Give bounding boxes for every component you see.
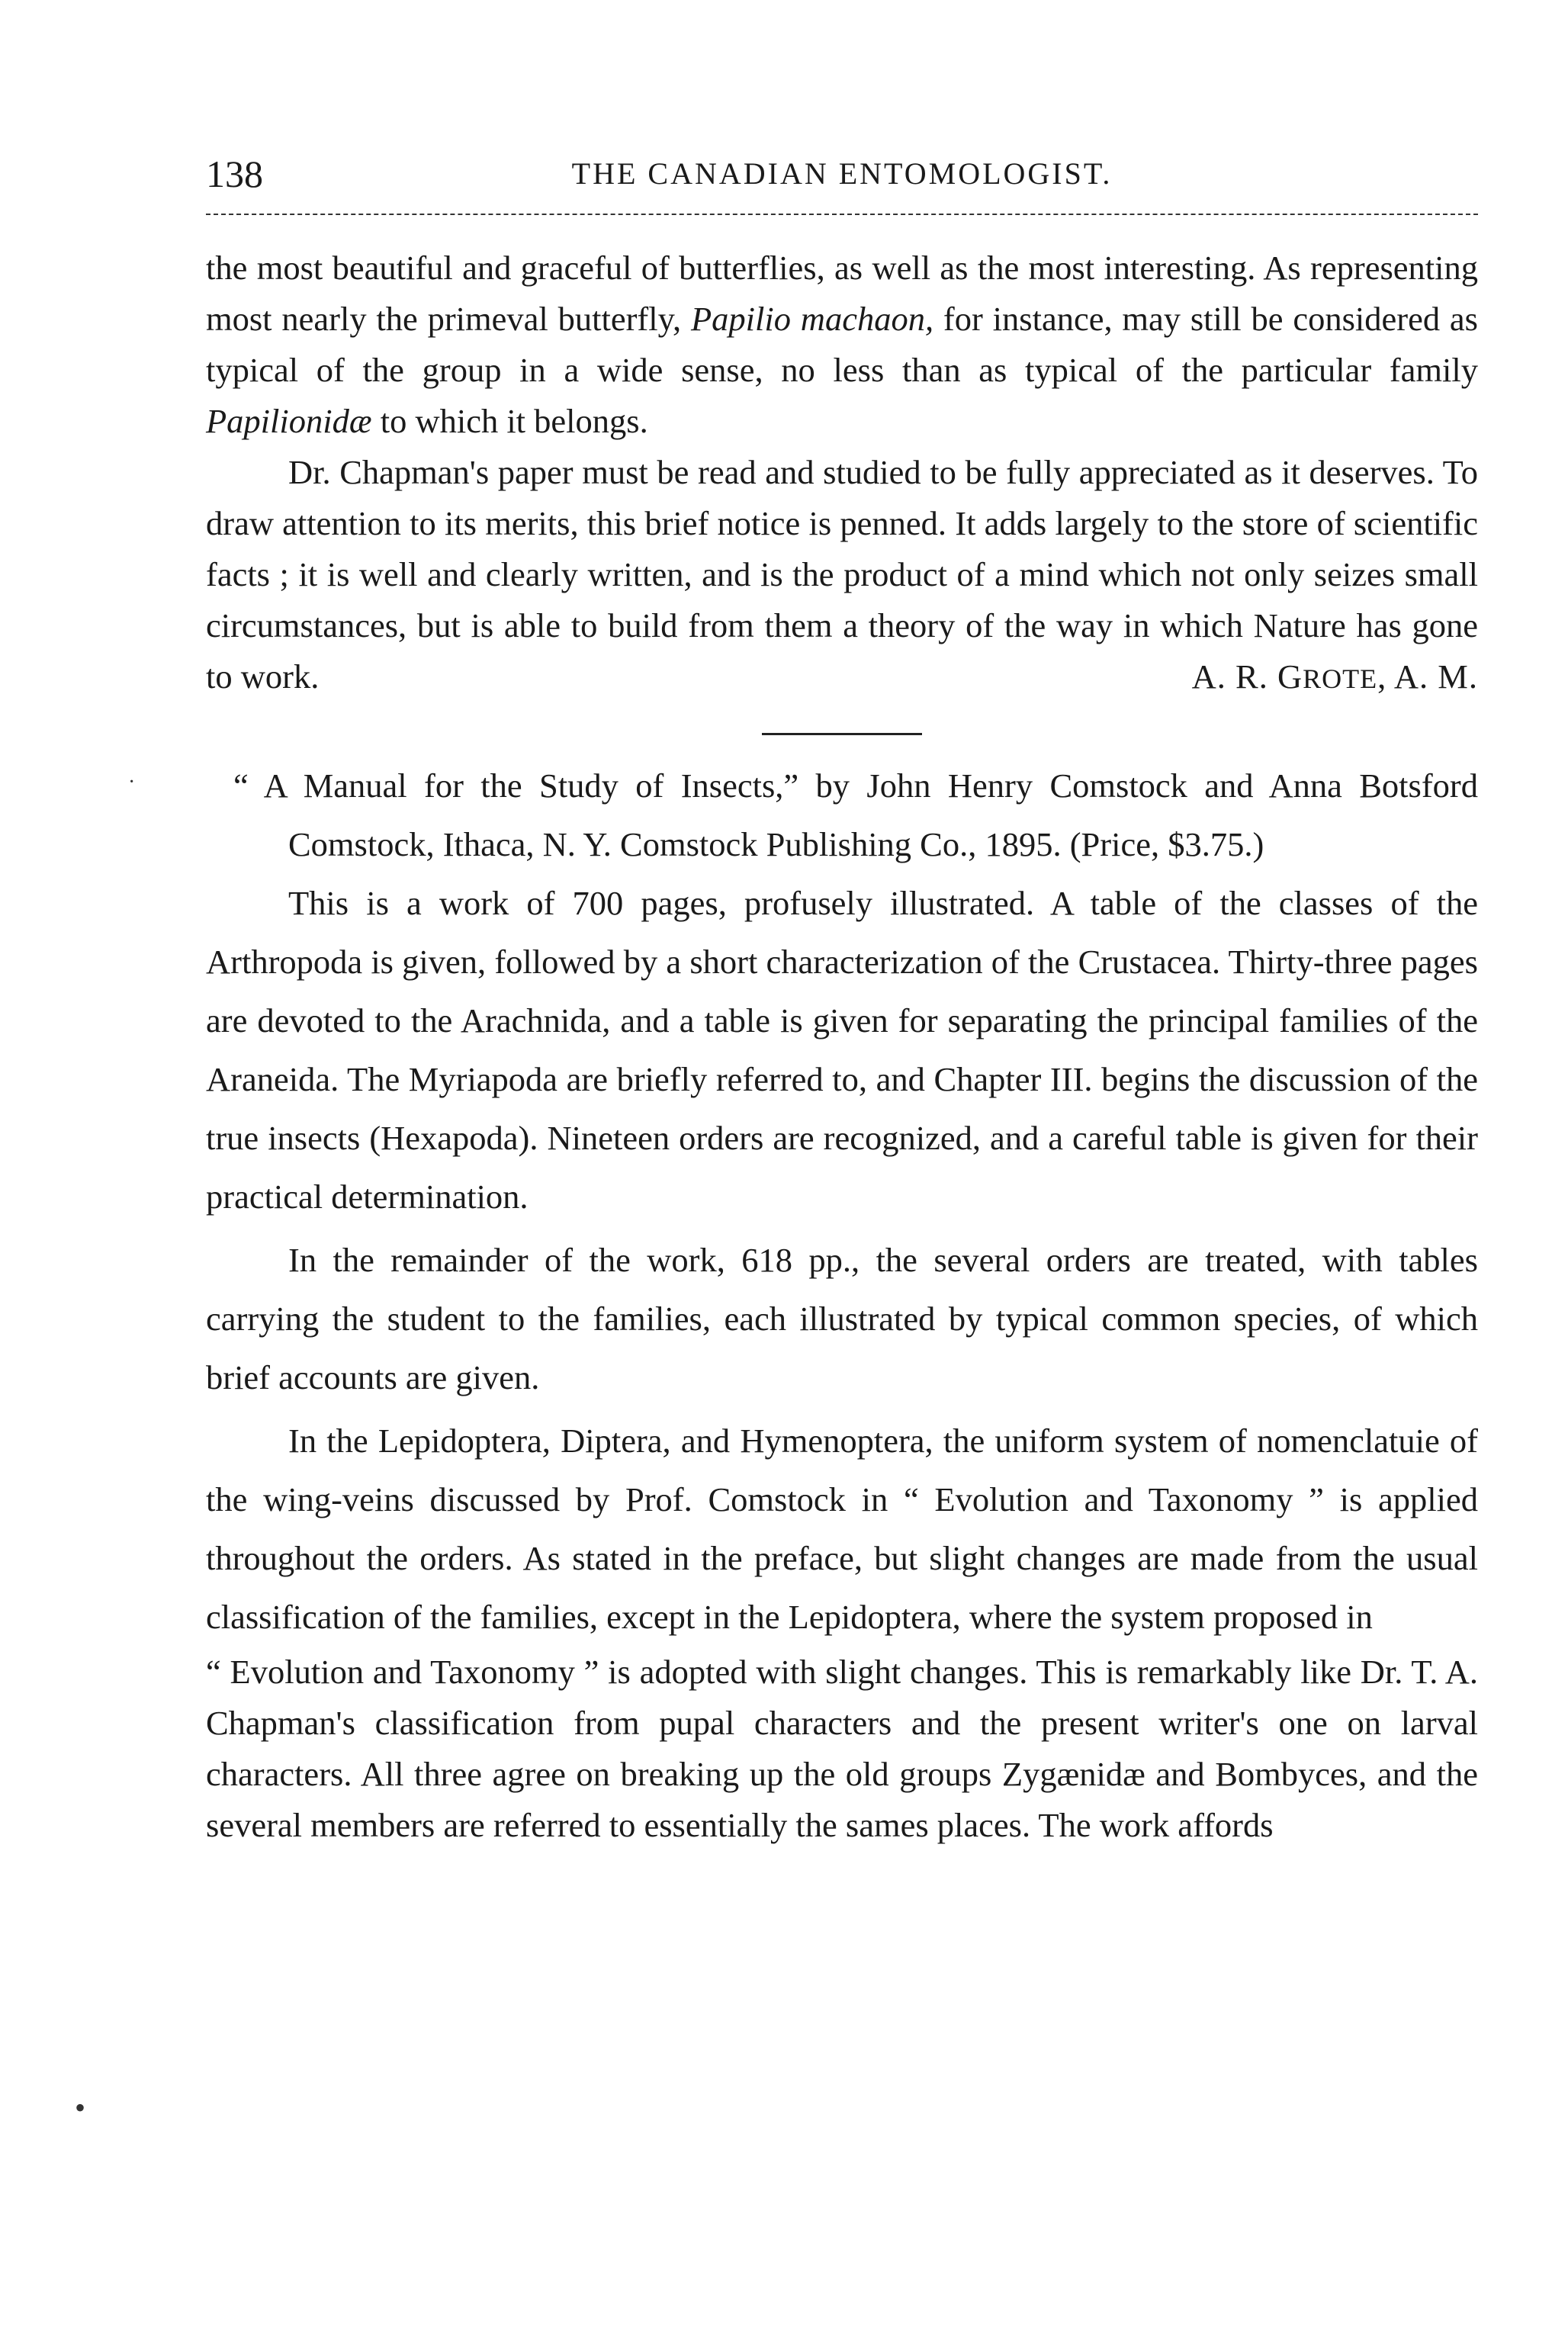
species-name: Papilio machaon, xyxy=(690,300,934,338)
margin-tick-mark: · xyxy=(128,770,136,794)
review-paragraph: In the remainder of the work, 618 pp., the several orders are treated, with tables carrying the student to the families, each illustrated by typical common species, of which brief accounts are given. xyxy=(206,1241,1478,1396)
review-closing-paragraph: Dr. Chapman's paper must be read and studied to be fully appreciated as it deserves. To draw attention to its merits, this brief notice is penned. It adds largely to the store of scientific facts ; it is well and clearly written, and is the product of a mind which not only seizes small circumstances, but is able to build from them a theory of the way in which Nature has gone to work. A. R. GROTE, A. M. xyxy=(206,447,1478,702)
review-paragraph-continued: “ Evolution and Taxonomy ” is adopted with slight changes. This is remarkably like Dr. T. A. Chapman's classification from pupal characters and the present writer's one on larval characters. All three agree on breaking up the old groups Zygænidæ and Bombyces, and the several members are referred to essentially the sames places. The work affords xyxy=(206,1653,1478,1844)
section-divider xyxy=(762,733,922,735)
page-header xyxy=(206,151,1478,197)
page-number: 138 xyxy=(206,153,263,195)
book-citation: “ A Manual for the Study of Insects,” by John Henry Comstock and Anna Botsford Comstock, Ithaca, N. Y. Comstock Publishing Co., 1895. (Price, $3.75.) xyxy=(233,766,1478,863)
review-paragraph: This is a work of 700 pages, profusely illustrated. A table of the classes of the Arthropoda is given, followed by a short characterization of the Crustacea. Thirty-three pages are devoted to the Arachnida, and a table is given for separating the principal families of the Araneida. The Myriapoda are briefly referred to, and Chapter III. begins the discussion of the true insects (Hexapoda). Nineteen orders are recognized, and a careful table is given for their practical determination. xyxy=(206,884,1478,1216)
header-rule xyxy=(206,214,1478,215)
margin-dot-mark: • xyxy=(75,2090,86,2125)
family-name: Papilionidæ xyxy=(206,402,372,440)
author-signature: A. R. GROTE, A. M. xyxy=(1191,657,1478,696)
page-body xyxy=(206,243,1478,1851)
running-title: THE CANADIAN ENTOMOLOGIST. xyxy=(571,156,1113,191)
review-paragraph: In the Lepidoptera, Diptera, and Hymenoptera, the uniform system of nomenclatuie of the wing-veins discussed by Prof. Comstock in “ Evolution and Taxonomy ” is applied throughout the orders. As stated in the preface, but slight changes are made from the usual classification of the families, except in the Lepidoptera, where the system proposed in xyxy=(206,1422,1478,1636)
continued-paragraph: the most beautiful and graceful of butterflies, as well as the most interesting. As representing most nearly the primeval butterfly, Papilio machaon, for instance, may still be considered as typical of the group in a wide sense, no less than as typical of the particular family Papilionidæ to which it belongs. xyxy=(206,249,1478,440)
